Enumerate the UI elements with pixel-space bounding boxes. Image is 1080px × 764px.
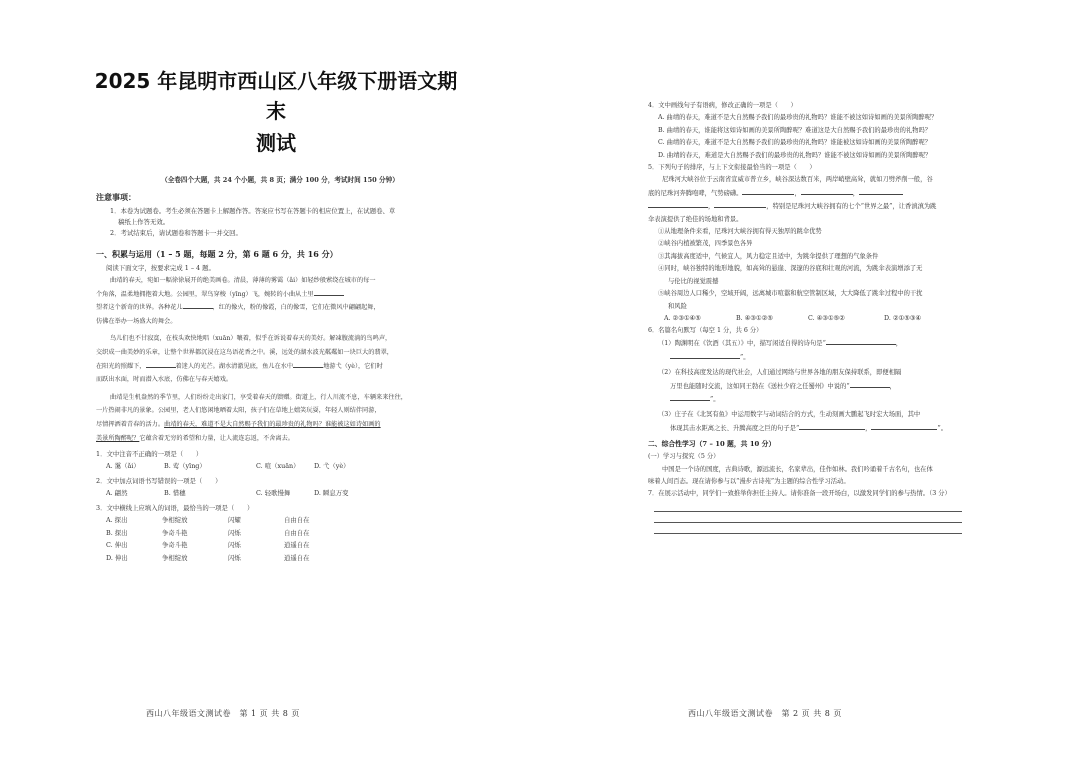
section2-title: 二、综合性学习（7 – 10 题，共 10 分） — [648, 440, 776, 449]
q5-passage-line: 底的尼珠河奔腾咆哮，气势磅礴。 ， ， — [648, 187, 1014, 200]
option-cell: 争奇斗艳 — [162, 541, 188, 550]
passage-line: 曲靖的春天，宛如一幅徐徐展开的绝美画卷。清晨，薄薄的雾霭（ǎi）如轻纱般萦绕在城市的每一 — [110, 277, 376, 284]
option-cell: 闪烁 — [228, 541, 241, 550]
answer-line[interactable] — [654, 522, 962, 523]
question-text: 万里也能随时交流，这如同王勃在《送杜少府之任蜀州》中说的“ — [670, 382, 850, 390]
question-2: 2．文中加点词语书写错误的一项是（ ） — [96, 476, 222, 485]
question-6-2-end: ”。 — [648, 393, 1014, 406]
question-6-3-cont: 体现其击水距离之长、升腾高度之巨的句子是“ ， ”。 — [648, 422, 1014, 435]
question-4-option-a[interactable]: A. 曲靖的春天，难道不是大自然赐予我们的最珍贵的礼物吗？谁能不被这如诗如画的美景所陶醉呢？ — [658, 114, 938, 122]
option-cell: 闪烁 — [228, 554, 241, 563]
passage-text: 底的尼珠河奔腾咆哮，气势磅礴。 — [648, 189, 743, 197]
question-6-3: （3）庄子在《北冥有鱼》中运用数字与动词结合的方式，生动刻画大鹏起飞时宏大场面，其中 — [658, 411, 921, 419]
passage-line: 交织成一曲美妙的乐章，让整个世界都沉浸在这鸟语花香之中。溪，远处的湖水波光粼粼如一块巨大的翡翠， — [96, 348, 393, 356]
page-1-footer: 西山八年级语文测试卷 第 1 页 共 8 页 — [146, 709, 300, 718]
option-cell: 闪烁 — [228, 528, 241, 537]
passage-line: 仿佛在举办一场盛大的舞会。 — [96, 317, 177, 325]
question-5: 5．下列句子的排序，与上下文衔接最恰当的一项是（ ） — [648, 164, 816, 172]
question-6-1-cont: ”。 — [648, 351, 1014, 364]
fill-blank — [714, 200, 766, 208]
passage-text: 尽情挥洒着青春的活力。 — [96, 420, 165, 428]
option-d[interactable]: D. 伸出 — [106, 554, 128, 563]
exam-note: （全卷四个大题，共 24 个小题，共 8 页；满分 100 分，考试时间 150 分钟） — [161, 176, 399, 184]
option-cell: 自由自在 — [284, 528, 310, 537]
option-c[interactable]: C. 伸出 — [106, 541, 128, 550]
option-a[interactable]: A. ②③①④⑤ — [664, 314, 701, 322]
q5-item: ②峡谷内植被繁茂，四季景色各异 — [658, 240, 753, 248]
question-4-option-c[interactable]: C. 曲靖的春天，难道不是大自然赐予我们的最珍贵的礼物吗？谁能被这如诗如画的美景所陶醉呢？ — [658, 139, 932, 147]
option-cell: 逍遥自在 — [284, 541, 310, 550]
fill-blank — [183, 301, 213, 309]
q5-item: ④同时，峡谷独特的地形地貌，如高耸的悬崖、深邃的谷底和壮观的河流，为跳伞表演增添了无 — [658, 265, 923, 273]
passage-line: 鸟儿们也不甘寂寞，在枝头欢快地唱（xuān）嚷着，似乎在诉说着春天的美好。解凍腹流淌的鸟鸣声， — [110, 335, 392, 343]
option-b[interactable]: B. 惜穗 — [164, 488, 186, 497]
passage-line — [96, 288, 464, 302]
fill-blank — [742, 187, 794, 195]
answer-line[interactable] — [654, 533, 962, 534]
option-cell: 逍遥自在 — [284, 554, 310, 563]
q5-passage-line: ， ，特别是尼珠河大峡谷拥有的七个“世界之最”，让香滇滇为跳 — [648, 200, 1014, 213]
fill-blank — [314, 288, 344, 296]
passage-line — [96, 360, 464, 374]
section1-title: 一、积累与运用（1 – 5 题，每题 2 分，第 6 题 6 分，共 16 分） — [96, 249, 338, 259]
passage-text: 地游弋（yè），它们时 — [323, 362, 383, 370]
notice-item: 2．考试结束后，请试题卷和答题卡一并交回。 — [110, 229, 242, 237]
option-d[interactable]: D. 瞬息万变 — [314, 488, 349, 497]
notice-item: 1．本卷为试题卷。考生必须在答题卡上解题作答。答案应书写在答题卡的相应位置上，在试题卷、草 — [110, 207, 396, 215]
passage-text: 它蕴含着无穷的希望和力量，让人流连忘返，不舍离去。 — [139, 434, 294, 442]
fill-blank[interactable] — [871, 422, 937, 430]
option-a[interactable]: A. 霭（ǎi） — [106, 462, 140, 471]
passage-text: 个角落，温柔地拥抱着大地。公园里，翠鸟穿梭（yīng）飞，婉转的小曲从土里 — [96, 290, 314, 298]
passage-line — [96, 432, 464, 446]
question-2-options — [96, 487, 464, 500]
passage-line — [96, 418, 464, 432]
underlined-sentence: 谁能被这如诗如画的 — [324, 420, 381, 428]
passage-paragraph-3 — [96, 391, 464, 445]
fill-blank[interactable] — [670, 393, 710, 401]
question-7: 7．在展示活动中，同学们一致推举你担任主持人。请你准备一段开场白，以激发同学们的参与热情。（3 分） — [648, 490, 951, 498]
q5-item: ①从地理条件来看，尼珠河大峡谷拥有得天独厚的跳伞优势 — [658, 228, 822, 236]
fill-blank[interactable] — [826, 337, 896, 345]
passage-text: 在阳光的照耀下， — [96, 362, 146, 370]
question-6-2-cont: 万里也能随时交流，这如同王勃在《送杜少府之任蜀州》中说的“ ， — [648, 380, 1014, 393]
question-3-options — [96, 514, 464, 565]
q5-item: ⑤峡谷周边人口稀少，空域开阔，远离城市喧嚣和航空管制区域，大大降低了跳伞过程中的干扰 — [658, 290, 923, 298]
question-text: （1）陶渊明在《饮酒（其五）》中，描写闲适自得的诗句是“ — [658, 340, 826, 348]
sub1-text-line: 味着人间百态。现在请你参与以“漫步古诗苑”为主题的综合性学习活动。 — [648, 477, 850, 485]
passage-text: ，特别是尼珠河大峡谷拥有的七个“世界之最”，让香滇滇为跳 — [766, 203, 937, 211]
question-6-1: （1）陶渊明在《饮酒（其五）》中，描写闲适自得的诗句是“ ， — [648, 337, 1014, 350]
passage-line: 而跃出水面，时而潜入水底，仿佛在与春天嬉戏。 — [96, 376, 233, 384]
notice-item: 稿纸上作答无效。 — [118, 218, 170, 226]
exam-title-line2: 测试 — [256, 131, 296, 155]
fill-blank[interactable] — [670, 351, 740, 359]
question-6-2: （2）在科技高度发达的现代社会，人们通过网络与世界各地的朋友保持联系，即便相隔 — [658, 369, 902, 377]
notice-title: 注意事项： — [96, 192, 136, 202]
underlined-sentence: 曲靖的春天，难道不是大自然赐予我们的最珍贵的礼物吗？ — [164, 420, 325, 428]
q5-item: ③其海拔高度适中，气候宜人，风力稳定且适中，为跳伞提供了理想的气象条件 — [658, 252, 879, 260]
option-c[interactable]: C. ④③①⑤② — [808, 314, 845, 322]
passage-line: 一片热闹非凡的景象。公园里，老人们悠闲地晒着太阳，孩子们在草地上嬉笑玩耍，年轻人则结伴同游， — [96, 407, 381, 415]
option-cell: 自由自在 — [284, 515, 310, 524]
question-4-option-d[interactable]: D. 曲靖的春天，难道是大自然赐予我们的最珍贵的礼物吗？谁能不被这如诗如画的美景所陶醉呢？ — [658, 151, 932, 159]
fill-blank — [859, 187, 903, 195]
passage-text: ，红的像火，粉的像霞，白的像雪，它们在微风中翩翩起舞， — [212, 304, 380, 312]
notice-list — [96, 206, 464, 239]
fill-blank — [648, 200, 708, 208]
question-1: 1．文中注音不正确的一项是（ ） — [96, 450, 203, 459]
question-4-option-b[interactable]: B. 曲靖的春天，谁能将这如诗如画的美景所陶醉呢？难道这是大自然赐予我们的最珍贵的礼物吗？ — [658, 126, 932, 134]
q5-item: 与伦比的视觉震撼 — [668, 277, 719, 285]
fill-blank — [801, 187, 853, 195]
option-cell: 争相绽放 — [162, 554, 188, 563]
fill-blank — [293, 360, 323, 368]
section1-intro: 阅读下面文字，按要求完成 1 – 4 题。 — [106, 264, 215, 272]
option-d[interactable]: D. ②①⑤③④ — [884, 314, 922, 322]
exam-title-line1: 2025 年昆明市西山区八年级下册语文期末 — [94, 69, 458, 123]
option-cell: 争奇斗艳 — [162, 528, 188, 537]
exam-page-2 — [540, 0, 1080, 764]
option-b[interactable]: B. 探出 — [106, 528, 128, 537]
option-cell: 闪耀 — [228, 515, 241, 524]
fill-blank — [146, 360, 176, 368]
option-c[interactable]: C. 轻歌慢舞 — [256, 488, 291, 497]
option-a[interactable]: A. 翩然 — [106, 488, 128, 497]
question-5-options — [648, 313, 1014, 325]
question-6: 6．名篇名句默写（每空 1 分，共 6 分） — [648, 326, 763, 334]
option-d[interactable]: D. 弋（yè） — [314, 462, 350, 471]
passage-line: 曲靖是生机盎然的季节里，人们纷纷走出家门，享受着春天的馈赠。街道上，行人川流不息，车辆来来往往， — [110, 393, 407, 401]
q5-passage-line: 尼珠河大峡谷位于云南省宣威市普立乡，峡谷深达数百米，两岸峭壁高耸，就如刀劈斧削一般，谷 — [662, 176, 933, 184]
passage-text: 着迷人的光芒。湖水清澈见底，鱼儿在水中 — [175, 362, 294, 370]
passage-paragraph-1 — [96, 274, 464, 328]
question-4: 4．文中画线句子有语病，修改正确的一项是（ ） — [648, 102, 797, 109]
answer-line[interactable] — [654, 511, 962, 512]
fill-blank[interactable] — [850, 380, 890, 388]
passage-paragraph-2 — [96, 332, 464, 386]
option-b[interactable]: B. ④③①②⑤ — [736, 314, 773, 322]
passage-line — [96, 301, 464, 315]
option-b[interactable]: B. 莺（yīng） — [164, 462, 206, 471]
question-3: 3．文中横线上应填入的词语，最恰当的一项是（ ） — [96, 503, 254, 512]
q5-item: 和风险 — [668, 302, 687, 310]
question-text: 体现其击水距离之长、升腾高度之巨的句子是“ — [670, 424, 800, 432]
fill-blank[interactable] — [799, 422, 865, 430]
sub1-title: (一）学习与探究（5 分） — [648, 453, 720, 461]
q5-passage-line: 伞表演提供了绝佳的场地和背景。 — [648, 215, 743, 223]
option-cell: 争相绽放 — [162, 515, 188, 524]
option-c[interactable]: C. 喧（xuān） — [256, 462, 300, 471]
sub1-text-line: 中国是一个诗的国度，古典诗歌，源远流长，名家辈出，佳作如林。我们吟诵着千古名句，也在体 — [662, 465, 933, 473]
page-2-footer: 西山八年级语文测试卷 第 2 页 共 8 页 — [688, 709, 842, 718]
underlined-sentence: 美景所陶醉呢？ — [96, 434, 140, 442]
question-1-options — [96, 460, 464, 473]
passage-text: 望者这个新奇的世界。各种花儿 — [96, 304, 183, 312]
option-a[interactable]: A. 探出 — [106, 515, 128, 524]
